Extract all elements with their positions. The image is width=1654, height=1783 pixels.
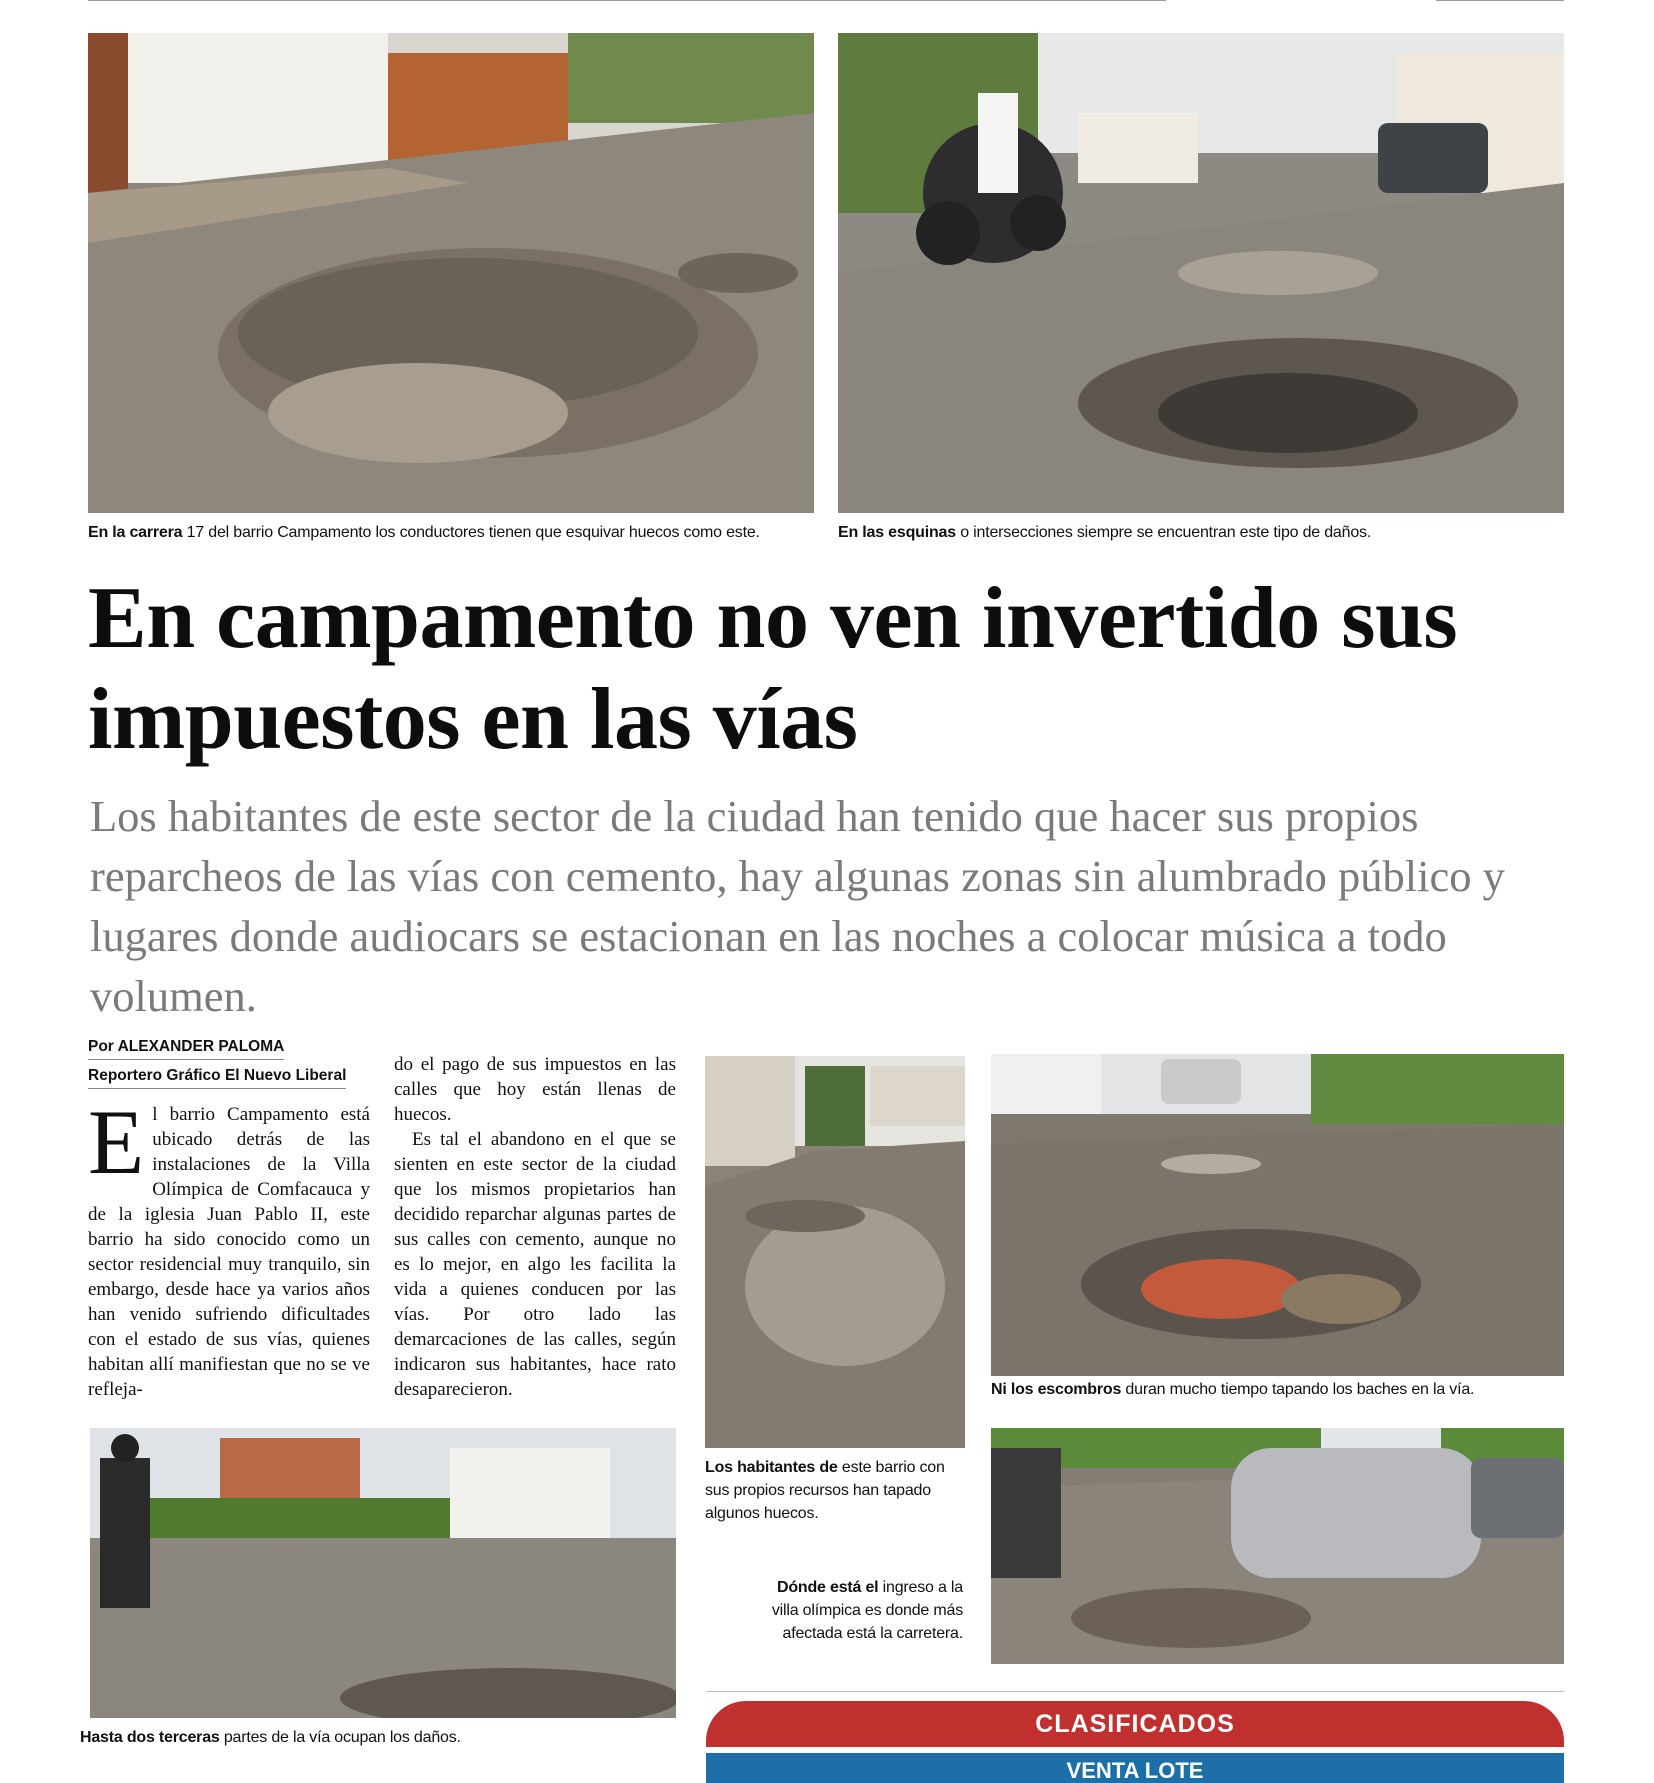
caption-mid-right	[991, 1378, 1564, 1401]
caption-top-right-text: o intersecciones siempre se encuentran este tipo de daños.	[955, 524, 1372, 541]
article-headline: En campamento no ven invertido sus impuestos en las vías	[88, 570, 1458, 768]
caption-mid-center-bold: Los habitantes de	[705, 1459, 838, 1476]
byline-author: Por ALEXANDER PALOMA	[88, 1038, 284, 1060]
photo-villa-olimpica-entrance	[991, 1428, 1564, 1664]
caption-mid-right-text: duran mucho tiempo tapando los baches en la vía.	[1121, 1381, 1475, 1398]
drop-cap: E	[88, 1091, 145, 1193]
caption-top-right	[838, 521, 1564, 544]
article-col1-text: l barrio Campamento está ubicado detrás de las instalaciones de la Villa Olímpica de Comfacauca y de la iglesia Juan Pablo II, este barrio ha sido conocido como un sector residencial muy tranquilo, sin embargo, desde hace ya varios años han venido sufriendo dificultades con el estado de sus vías, quienes habitan allí manifiestan que no se ve refleja-	[88, 1104, 370, 1400]
caption-mid-center-text: este barrio con sus propios recursos han tapado algunos huecos.	[705, 1459, 945, 1522]
caption-mid-right-bold: Ni los escombros	[991, 1381, 1122, 1398]
caption-bottom-left	[80, 1726, 676, 1749]
classifieds-rule	[706, 1691, 1564, 1692]
classifieds-subheader: VENTA LOTE	[706, 1753, 1564, 1783]
caption-mid-center	[705, 1456, 965, 1525]
caption-bottom-right-bold: Dónde está el	[776, 1579, 879, 1596]
classifieds-header: CLASIFICADOS	[706, 1701, 1564, 1747]
caption-bottom-right	[768, 1576, 963, 1645]
caption-top-right-bold: En las esquinas	[838, 524, 956, 541]
caption-top-left-bold: En la carrera	[88, 524, 183, 541]
caption-top-left	[88, 521, 814, 544]
photo-rubble-filled-pothole	[991, 1054, 1564, 1376]
caption-bottom-right-text: ingreso a la villa olímpica es donde más afectada está la carretera.	[771, 1579, 963, 1642]
photo-pothole-carrera-17	[88, 33, 814, 513]
article-column-2	[394, 1052, 676, 1402]
top-rule-right	[1436, 0, 1564, 1]
article-column-1	[88, 1091, 370, 1402]
caption-bottom-left-bold: Hasta dos terceras	[80, 1729, 220, 1746]
photo-cement-patched-street	[705, 1056, 965, 1448]
caption-top-left-text: 17 del barrio Campamento los conductores tienen que esquivar huecos como este.	[182, 524, 760, 541]
article-col2-p1: do el pago de sus impuestos en las calles que hoy están llenas de huecos.	[394, 1054, 676, 1125]
byline-role: Reportero Gráfico El Nuevo Liberal	[88, 1067, 346, 1089]
caption-bottom-left-text: partes de la vía ocupan los daños.	[219, 1729, 461, 1746]
top-rule	[88, 0, 1166, 1]
photo-motorcycle-intersection	[838, 33, 1564, 513]
photo-damaged-road-motorcyclist	[90, 1428, 676, 1718]
article-deck: Los habitantes de este sector de la ciudad han tenido que hacer sus propios reparcheos de las vías con cemento, hay algunas zonas sin alumbrado público y lugares donde audiocars se estacionan en las noches a colocar música a todo volumen.	[90, 791, 1505, 1021]
article-col2-p2: Es tal el abandono en el que se sienten en este sector de la ciudad que los mismos propietarios han decidido reparchar algunas partes de sus calles con cemento, aunque no es lo mejor, en algo les facilita la vida a quienes conducen por las vías. Por otro lado las demarcaciones de las calles, según indicaron sus habitantes, hace rato desaparecieron.	[394, 1129, 676, 1400]
